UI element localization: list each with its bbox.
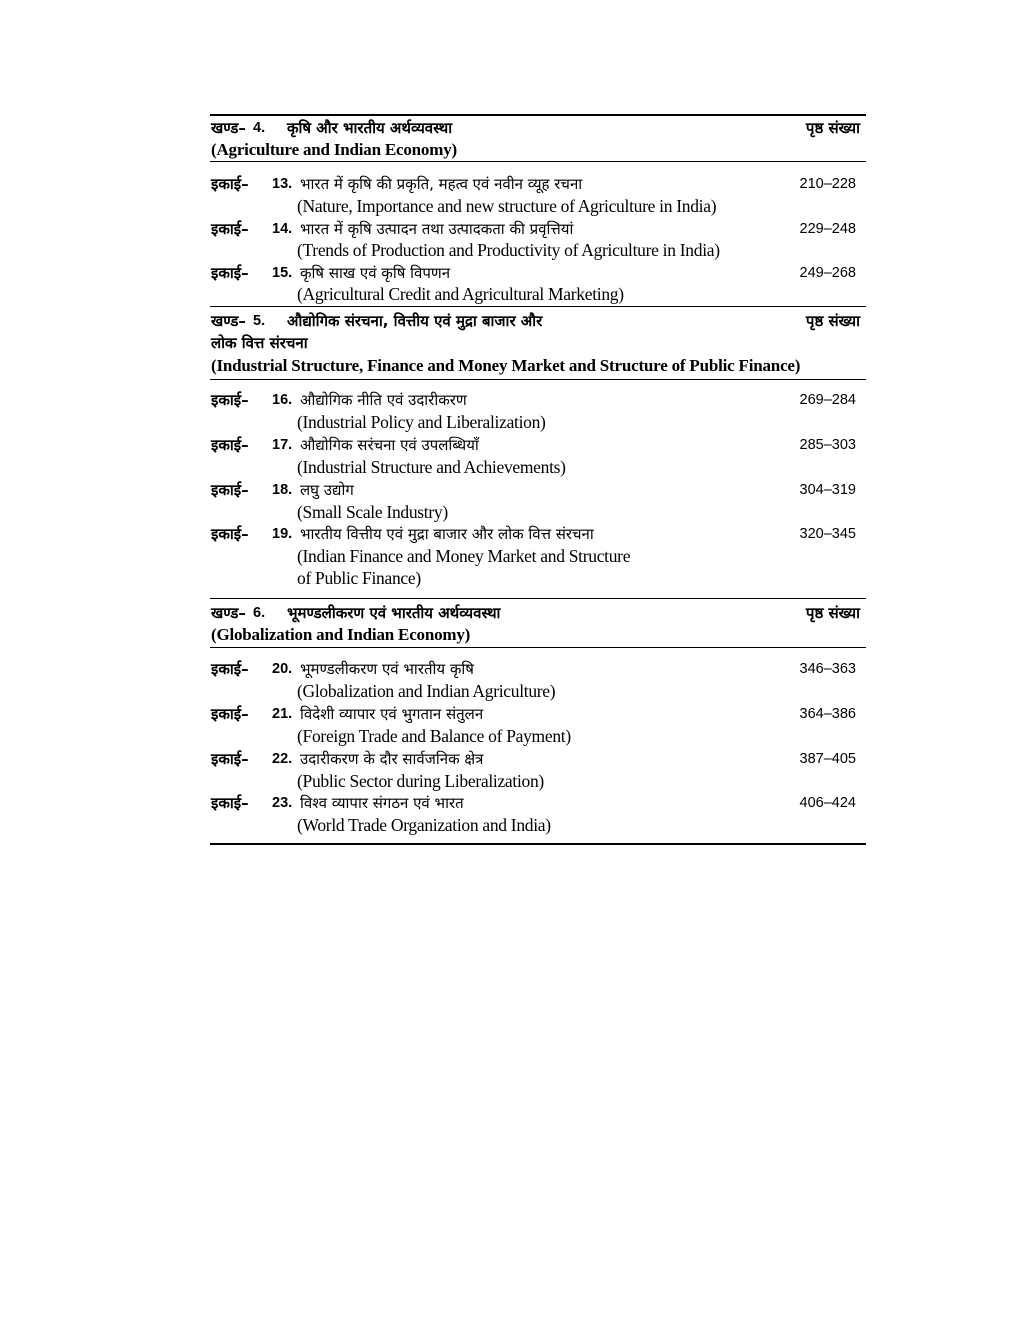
- unit-number: 14.: [272, 221, 293, 237]
- unit-number: 17.: [272, 437, 293, 453]
- section-title-hindi: औद्योगिक संरचना, वित्तीय एवं मुद्रा बाजार और: [287, 312, 543, 330]
- divider: [210, 306, 866, 307]
- unit-number: 16.: [272, 392, 293, 408]
- page-number-header: पृष्ठ संख्या: [805, 604, 860, 622]
- unit-label: इकाई–: [211, 436, 249, 454]
- unit-label: इकाई–: [211, 175, 249, 193]
- unit-page-range: 304–319: [799, 482, 856, 498]
- unit-label: इकाई–: [211, 660, 249, 678]
- unit-label: इकाई–: [211, 391, 249, 409]
- unit-title-hindi: लघु उद्योग: [300, 481, 354, 499]
- section-title-english: (Agriculture and Indian Economy): [211, 140, 457, 159]
- unit-title-hindi: भूमण्डलीकरण एवं भारतीय कृषि: [300, 660, 474, 678]
- divider: [210, 598, 866, 599]
- unit-label: इकाई–: [211, 481, 249, 499]
- unit-title-english: (Agricultural Credit and Agricultural Marketing): [297, 284, 624, 304]
- section-number: 4.: [253, 120, 266, 136]
- divider: [210, 161, 866, 162]
- unit-title-english: (Trends of Production and Productivity of Agriculture in India): [297, 240, 720, 260]
- unit-page-range: 285–303: [799, 437, 856, 453]
- unit-label: इकाई–: [211, 264, 249, 282]
- unit-title-english: of Public Finance): [297, 568, 421, 588]
- unit-number: 21.: [272, 706, 293, 722]
- divider: [210, 379, 866, 380]
- unit-title-english: (Foreign Trade and Balance of Payment): [297, 726, 571, 746]
- unit-title-english: (Industrial Policy and Liberalization): [297, 412, 546, 432]
- section-title-hindi: भूमण्डलीकरण एवं भारतीय अर्थव्यवस्था: [287, 604, 501, 622]
- unit-page-range: 406–424: [799, 795, 856, 811]
- unit-title-english: (Nature, Importance and new structure of Agriculture in India): [297, 196, 717, 216]
- unit-number: 20.: [272, 661, 293, 677]
- section-title-english: (Globalization and Indian Economy): [211, 625, 471, 644]
- divider: [210, 843, 866, 845]
- unit-title-english: (Small Scale Industry): [297, 502, 448, 522]
- unit-label: इकाई–: [211, 705, 249, 723]
- section-title-hindi: कृषि और भारतीय अर्थव्यवस्था: [287, 119, 453, 137]
- section-title-english: (Industrial Structure, Finance and Money Market and Structure of Public Finance): [211, 356, 801, 375]
- unit-number: 22.: [272, 751, 293, 767]
- unit-number: 15.: [272, 265, 293, 281]
- unit-title-hindi: औद्योगिक नीति एवं उदारीकरण: [300, 391, 467, 409]
- unit-page-range: 346–363: [799, 661, 856, 677]
- page-number-header: पृष्ठ संख्या: [805, 119, 860, 137]
- unit-title-hindi: उदारीकरण के दौर सार्वजनिक क्षेत्र: [300, 750, 484, 768]
- unit-title-hindi: विदेशी व्यापार एवं भुगतान संतुलन: [300, 705, 484, 723]
- unit-page-range: 210–228: [799, 176, 856, 192]
- unit-title-hindi: विश्व व्यापार संगठन एवं भारत: [300, 794, 464, 812]
- unit-label: इकाई–: [211, 750, 249, 768]
- unit-title-english: (World Trade Organization and India): [297, 815, 551, 835]
- unit-title-hindi: भारत में कृषि की प्रकृति, महत्व एवं नवीन व्यूह रचना: [300, 175, 583, 193]
- divider: [210, 114, 866, 116]
- unit-page-range: 387–405: [799, 751, 856, 767]
- section-label: खण्ड–: [211, 604, 246, 622]
- unit-title-hindi: भारत में कृषि उत्पादन तथा उत्पादकता की प्रवृत्तियां: [300, 220, 574, 238]
- unit-number: 18.: [272, 482, 293, 498]
- unit-title-english: (Indian Finance and Money Market and Structure: [297, 546, 631, 566]
- section-title-hindi-cont: लोक वित्त संरचना: [211, 334, 308, 352]
- unit-page-range: 320–345: [799, 526, 856, 542]
- unit-page-range: 364–386: [799, 706, 856, 722]
- unit-title-english: (Globalization and Indian Agriculture): [297, 681, 556, 701]
- unit-label: इकाई–: [211, 525, 249, 543]
- unit-page-range: 229–248: [799, 221, 856, 237]
- section-label: खण्ड–: [211, 119, 246, 137]
- unit-label: इकाई–: [211, 220, 249, 238]
- unit-number: 23.: [272, 795, 293, 811]
- divider: [210, 647, 866, 648]
- unit-number: 13.: [272, 176, 293, 192]
- section-number: 5.: [253, 313, 266, 329]
- unit-title-hindi: भारतीय वित्तीय एवं मुद्रा बाजार और लोक वित्त संरचना: [300, 525, 594, 543]
- unit-number: 19.: [272, 526, 293, 542]
- section-number: 6.: [253, 605, 266, 621]
- unit-title-hindi: औद्योगिक सरंचना एवं उपलब्धियाँ: [300, 436, 479, 454]
- unit-label: इकाई–: [211, 794, 249, 812]
- unit-page-range: 249–268: [799, 265, 856, 281]
- section-label: खण्ड–: [211, 312, 246, 330]
- unit-title-english: (Public Sector during Liberalization): [297, 771, 544, 791]
- page-number-header: पृष्ठ संख्या: [805, 312, 860, 330]
- unit-title-english: (Industrial Structure and Achievements): [297, 457, 566, 477]
- unit-page-range: 269–284: [799, 392, 856, 408]
- unit-title-hindi: कृषि साख एवं कृषि विपणन: [300, 264, 451, 282]
